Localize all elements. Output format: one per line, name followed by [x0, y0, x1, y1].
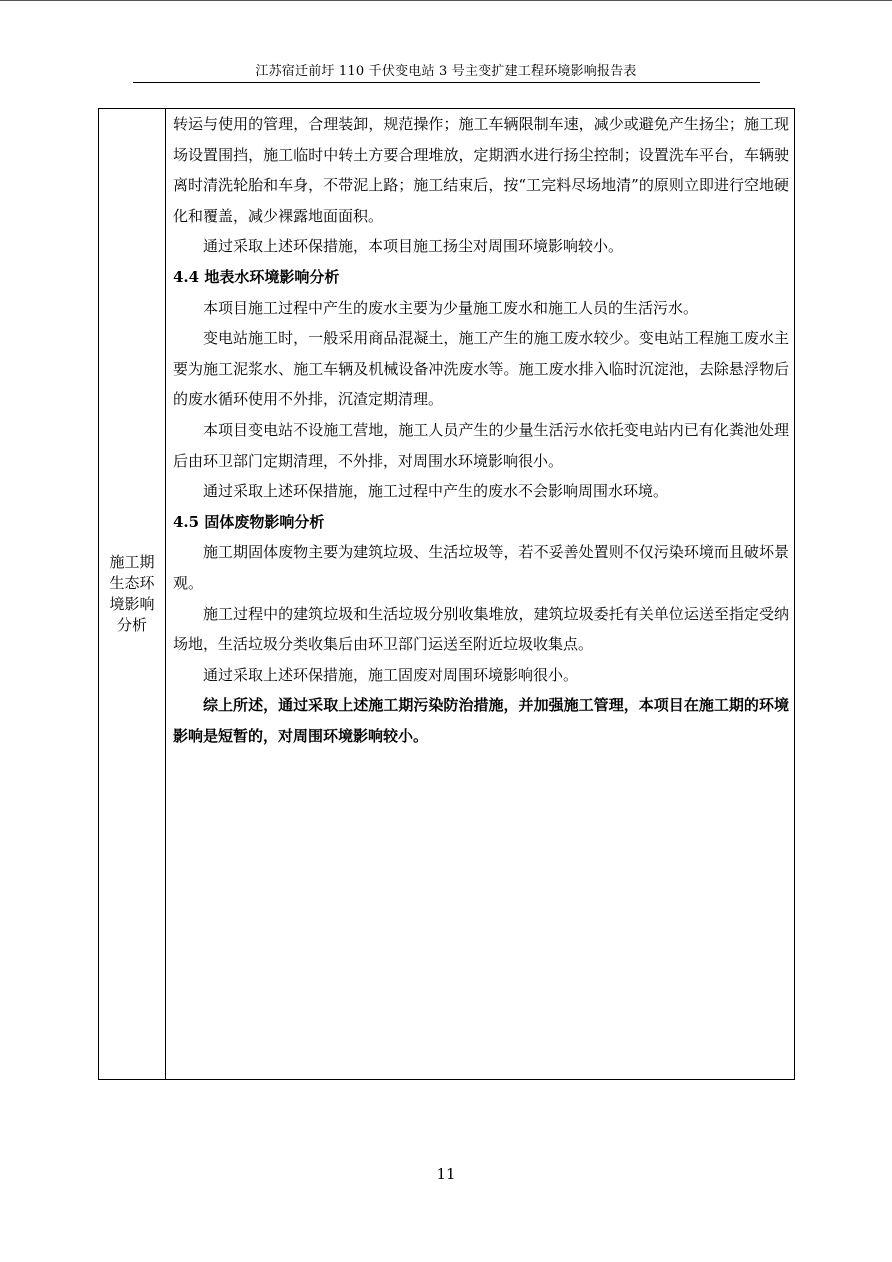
- page-number: 11: [436, 1165, 456, 1183]
- row-label-text: 施工期生态环境影响分析: [109, 553, 155, 634]
- header-underline: [133, 82, 760, 83]
- content-cell: [173, 109, 789, 751]
- paragraph-domestic-sewage: 本项目变电站不设施工营地，施工人员产生的少量生活污水依托变电站内已有化粪池处理后由环卫部门定期清理，不外排，对周围水环境影响很小。: [173, 420, 789, 470]
- paragraph-construction-wastewater: 变电站施工时，一般采用商品混凝土，施工产生的施工废水较少。变电站工程施工废水主要为施工泥浆水、施工车辆及机械设备冲洗废水等。施工废水排入临时沉淀池，去除悬浮物后的废水循环使用不外排，沉渣定期清理。: [173, 329, 789, 409]
- section-heading-surface-water: 4.4 地表水环境影响分析: [173, 267, 340, 286]
- paragraph-water-conclusion: 通过采取上述环保措施，施工过程中产生的废水不会影响周围水环境。: [203, 482, 669, 501]
- report-table: [98, 108, 795, 1080]
- row-label-cell: [99, 109, 165, 1079]
- section-heading-solid-waste: 4.5 固体废物影响分析: [173, 512, 325, 531]
- paragraph-solid-waste-handling: 施工过程中的建筑垃圾和生活垃圾分别收集堆放，建筑垃圾委托有关单位运送至指定受纳场地，生活垃圾分类收集后由环卫部门运送至附近垃圾收集点。: [173, 604, 789, 654]
- paragraph-wastewater-intro: 本项目施工过程中产生的废水主要为少量施工废水和施工人员的生活污水。: [203, 298, 699, 317]
- document-header-title: 江苏宿迁前圩 110 千伏变电站 3 号主变扩建工程环境影响报告表: [255, 64, 637, 79]
- paragraph-continuation: 转运与使用的管理，合理装卸，规范操作；施工车辆限制车速，减少或避免产生扬尘；施工现场设置围挡，施工临时中转土方要合理堆放，定期洒水进行扬尘控制；设置洗车平台，车辆驶离时清洗轮胎和车身，不带泥上路；施工结束后，按“工完料尽场地清”的原则立即进行空地硬化和覆盖，减少裸露地面面积。: [173, 115, 789, 225]
- paragraph-dust-conclusion: 通过采取上述环保措施，本项目施工扬尘对周围环境影响较小。: [203, 237, 624, 256]
- paragraph-summary: 综上所述，通过采取上述施工期污染防治措施，并加强施工管理，本项目在施工期的环境影响是短暂的，对周围环境影响较小。: [173, 696, 789, 745]
- column-divider: [165, 109, 166, 1079]
- paragraph-solid-waste-conclusion: 通过采取上述环保措施，施工固废对周围环境影响很小。: [203, 665, 579, 684]
- paragraph-solid-waste-intro: 施工期固体废物主要为建筑垃圾、生活垃圾等，若不妥善处置则不仅污染环境而且破坏景观。: [173, 543, 789, 592]
- top-border-line: [0, 0, 892, 1]
